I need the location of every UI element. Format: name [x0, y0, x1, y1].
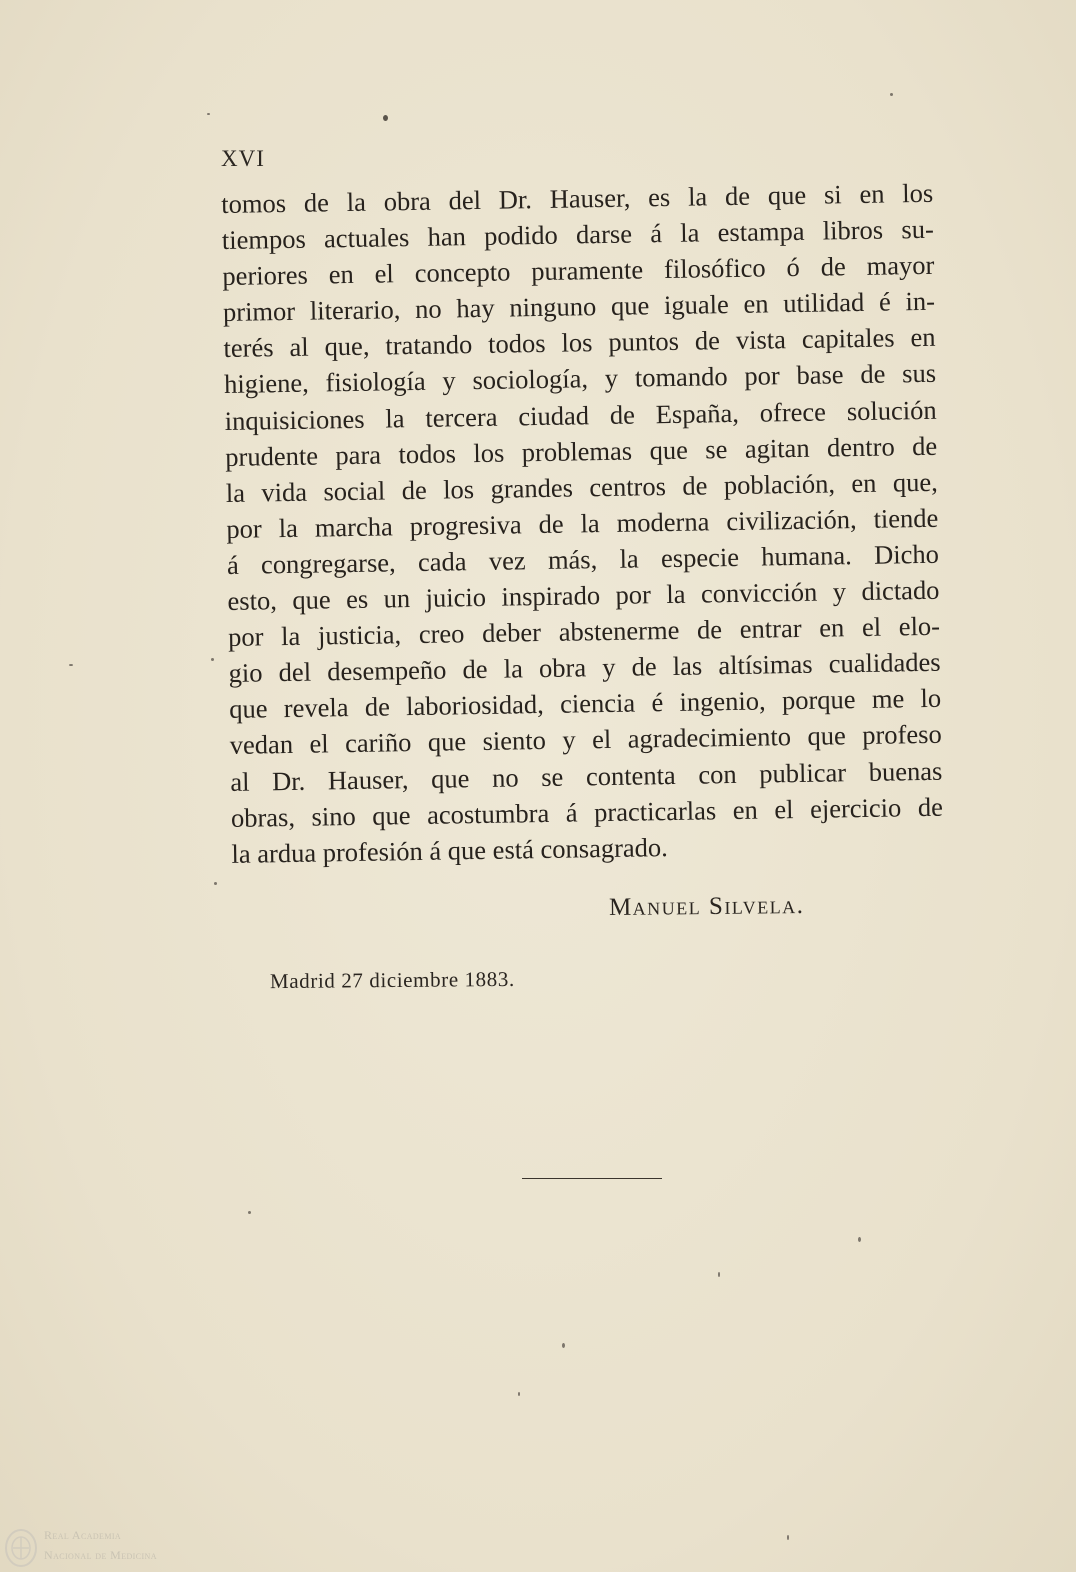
- text-line: prudente para todos los problemas que se agitan dentro de: [225, 430, 938, 472]
- dateline: Madrid 27 diciembre 1883.: [269, 966, 515, 994]
- text-line: tiempos actuales han podido darse á la estampa libros su-: [221, 213, 934, 256]
- text-line-last: la ardua profesión á que está consagrado.: [231, 831, 669, 869]
- ink-speck: [858, 1237, 861, 1242]
- ink-speck: [518, 1392, 520, 1396]
- text-line: obras, sino que acostumbra á practicarlas en el ejercicio de: [230, 791, 944, 833]
- text-line: periores en el concepto puramente filosófico ó de mayor: [222, 249, 935, 292]
- text-line: esto, que es un juicio inspirado por la convicción y dictado: [227, 574, 940, 616]
- text-line: tomos de la obra del Dr. Hauser, es la de que si en los: [221, 177, 934, 219]
- author-signature: Manuel Silvela.: [608, 891, 805, 922]
- text-line: higiene, fisiología y sociología, y tomando por base de sus: [223, 358, 937, 400]
- ink-speck: [248, 1211, 251, 1214]
- text-line: por la marcha progresiva de la moderna civilización, tiende: [226, 502, 939, 544]
- ink-speck: [211, 658, 214, 661]
- closing-rule: [522, 1178, 662, 1179]
- ink-speck: [890, 93, 893, 96]
- ink-speck: [214, 882, 217, 885]
- text-line: gio del desempeño de la obra y de las altísimas cualidades: [228, 646, 941, 689]
- text-line: al Dr. Hauser, que no se contenta con publicar buenas: [230, 755, 943, 797]
- text-line: á congregarse, cada vez más, la especie humana. Dicho: [226, 538, 940, 580]
- ink-speck: [562, 1343, 565, 1348]
- text-line: la vida social de los grandes centros de población, en que,: [225, 466, 938, 508]
- crest-icon: [4, 1528, 38, 1568]
- stamp-line-2: Nacional de Medicina: [44, 1548, 157, 1562]
- text-line: que revela de laboriosidad, ciencia é ingenio, porque me lo: [228, 683, 942, 725]
- ink-speck: [718, 1272, 720, 1277]
- text-line: inquisiciones la tercera ciudad de España, ofrece solución: [224, 394, 937, 436]
- ink-speck: [787, 1535, 789, 1540]
- library-stamp: [2, 1526, 202, 1570]
- text-line: vedan el cariño que siento y el agradecimiento que profeso: [229, 719, 942, 761]
- page-number: XVI: [221, 146, 265, 171]
- ink-speck: [383, 115, 388, 121]
- stamp-line-1: Real Academia: [44, 1528, 122, 1542]
- text-line: por la justicia, creo deber abstenerme de entrar en el elo-: [227, 610, 941, 653]
- text-line: terés al que, tratando todos los puntos de vista capitales en: [223, 322, 936, 364]
- ink-speck: [69, 664, 73, 666]
- text-line: primor literario, no hay ninguno que iguale en utilidad é in-: [222, 286, 936, 328]
- body-paragraph: [221, 175, 944, 872]
- ink-speck: [207, 113, 210, 115]
